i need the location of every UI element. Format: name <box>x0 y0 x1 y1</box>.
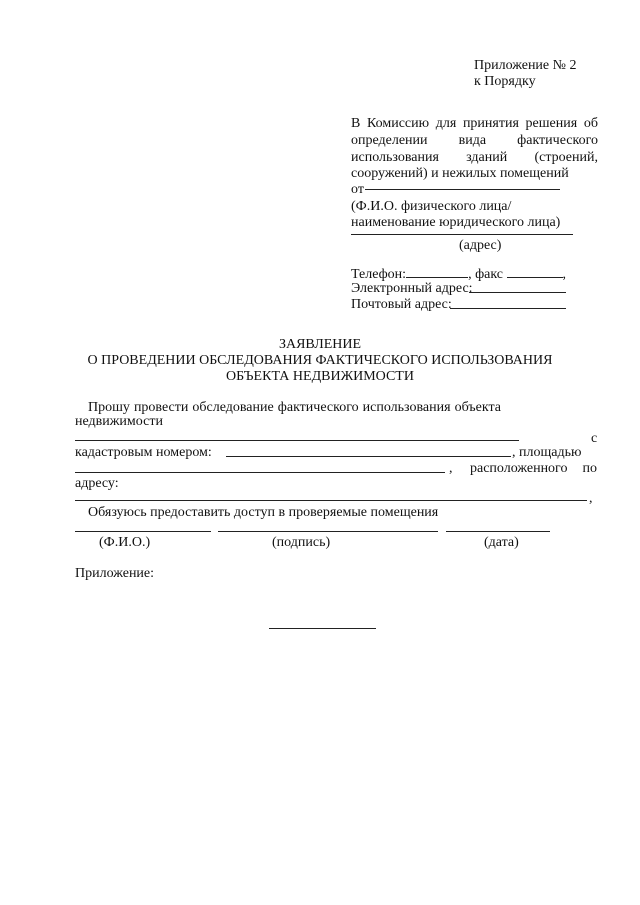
email-label: Электронный адрес: <box>351 281 473 296</box>
access-commitment: Обязуюсь предоставить доступ в проверяемые помещения <box>88 505 439 520</box>
request-line-1: Прошу провести обследование фактического использования объекта <box>88 400 501 415</box>
from-blank-line[interactable] <box>365 189 560 190</box>
fio-caption: (Ф.И.О.) <box>99 535 151 550</box>
postal-label: Почтовый адрес: <box>351 297 452 312</box>
object-blank-line[interactable] <box>75 440 519 441</box>
cadastral-blank-line[interactable] <box>226 456 511 457</box>
addressee-line-3: использования зданий (строений, <box>351 150 598 165</box>
address-label: адресу: <box>75 476 119 491</box>
phone-blank[interactable] <box>406 265 468 278</box>
appendix-number: Приложение № 2 <box>474 58 577 73</box>
fio-hint-line-2: наименование юридического лица) <box>351 215 561 230</box>
date-line[interactable] <box>446 531 550 532</box>
from-label: от <box>351 182 364 197</box>
addressee-line-1: В Комиссию для принятия решения об <box>351 116 598 131</box>
attachment-label: Приложение: <box>75 566 155 581</box>
with-word: с <box>591 431 598 446</box>
document-subtitle-1: О ПРОВЕДЕНИИ ОБСЛЕДОВАНИЯ ФАКТИЧЕСКОГО ИСПОЛЬЗОВАНИЯ <box>87 353 553 368</box>
address-caption: (адрес) <box>459 238 502 253</box>
located-at-label: расположенного по <box>470 461 597 476</box>
signature-line[interactable] <box>218 531 438 532</box>
end-divider <box>269 628 376 629</box>
fio-sign-line[interactable] <box>75 531 211 532</box>
signature-caption: (подпись) <box>272 535 331 550</box>
document-title: ЗАЯВЛЕНИЕ <box>278 337 362 352</box>
address-comma: , <box>589 491 593 506</box>
area-blank-line[interactable] <box>75 472 445 473</box>
located-comma: , <box>449 461 453 476</box>
address-blank-line[interactable] <box>351 234 573 235</box>
fax-blank[interactable] <box>507 265 563 278</box>
area-label: , площадью <box>512 445 582 460</box>
request-line-2: недвижимости <box>75 414 163 429</box>
cadastral-label: кадастровым номером: <box>75 445 212 460</box>
document-subtitle-2: ОБЪЕКТА НЕДВИЖИМОСТИ <box>226 369 414 384</box>
phone-fax-row: Телефон: , факс , <box>351 267 567 282</box>
addressee-line-4: сооружений) и нежилых помещений <box>351 166 569 181</box>
email-blank-line[interactable] <box>469 292 566 293</box>
object-address-blank-line[interactable] <box>75 500 587 501</box>
addressee-line-2: определении вида фактического <box>351 133 598 148</box>
postal-blank-line[interactable] <box>450 308 566 309</box>
appendix-ref: к Порядку <box>474 74 536 89</box>
fio-hint-line-1: (Ф.И.О. физического лица/ <box>351 199 512 214</box>
date-caption: (дата) <box>484 535 519 550</box>
